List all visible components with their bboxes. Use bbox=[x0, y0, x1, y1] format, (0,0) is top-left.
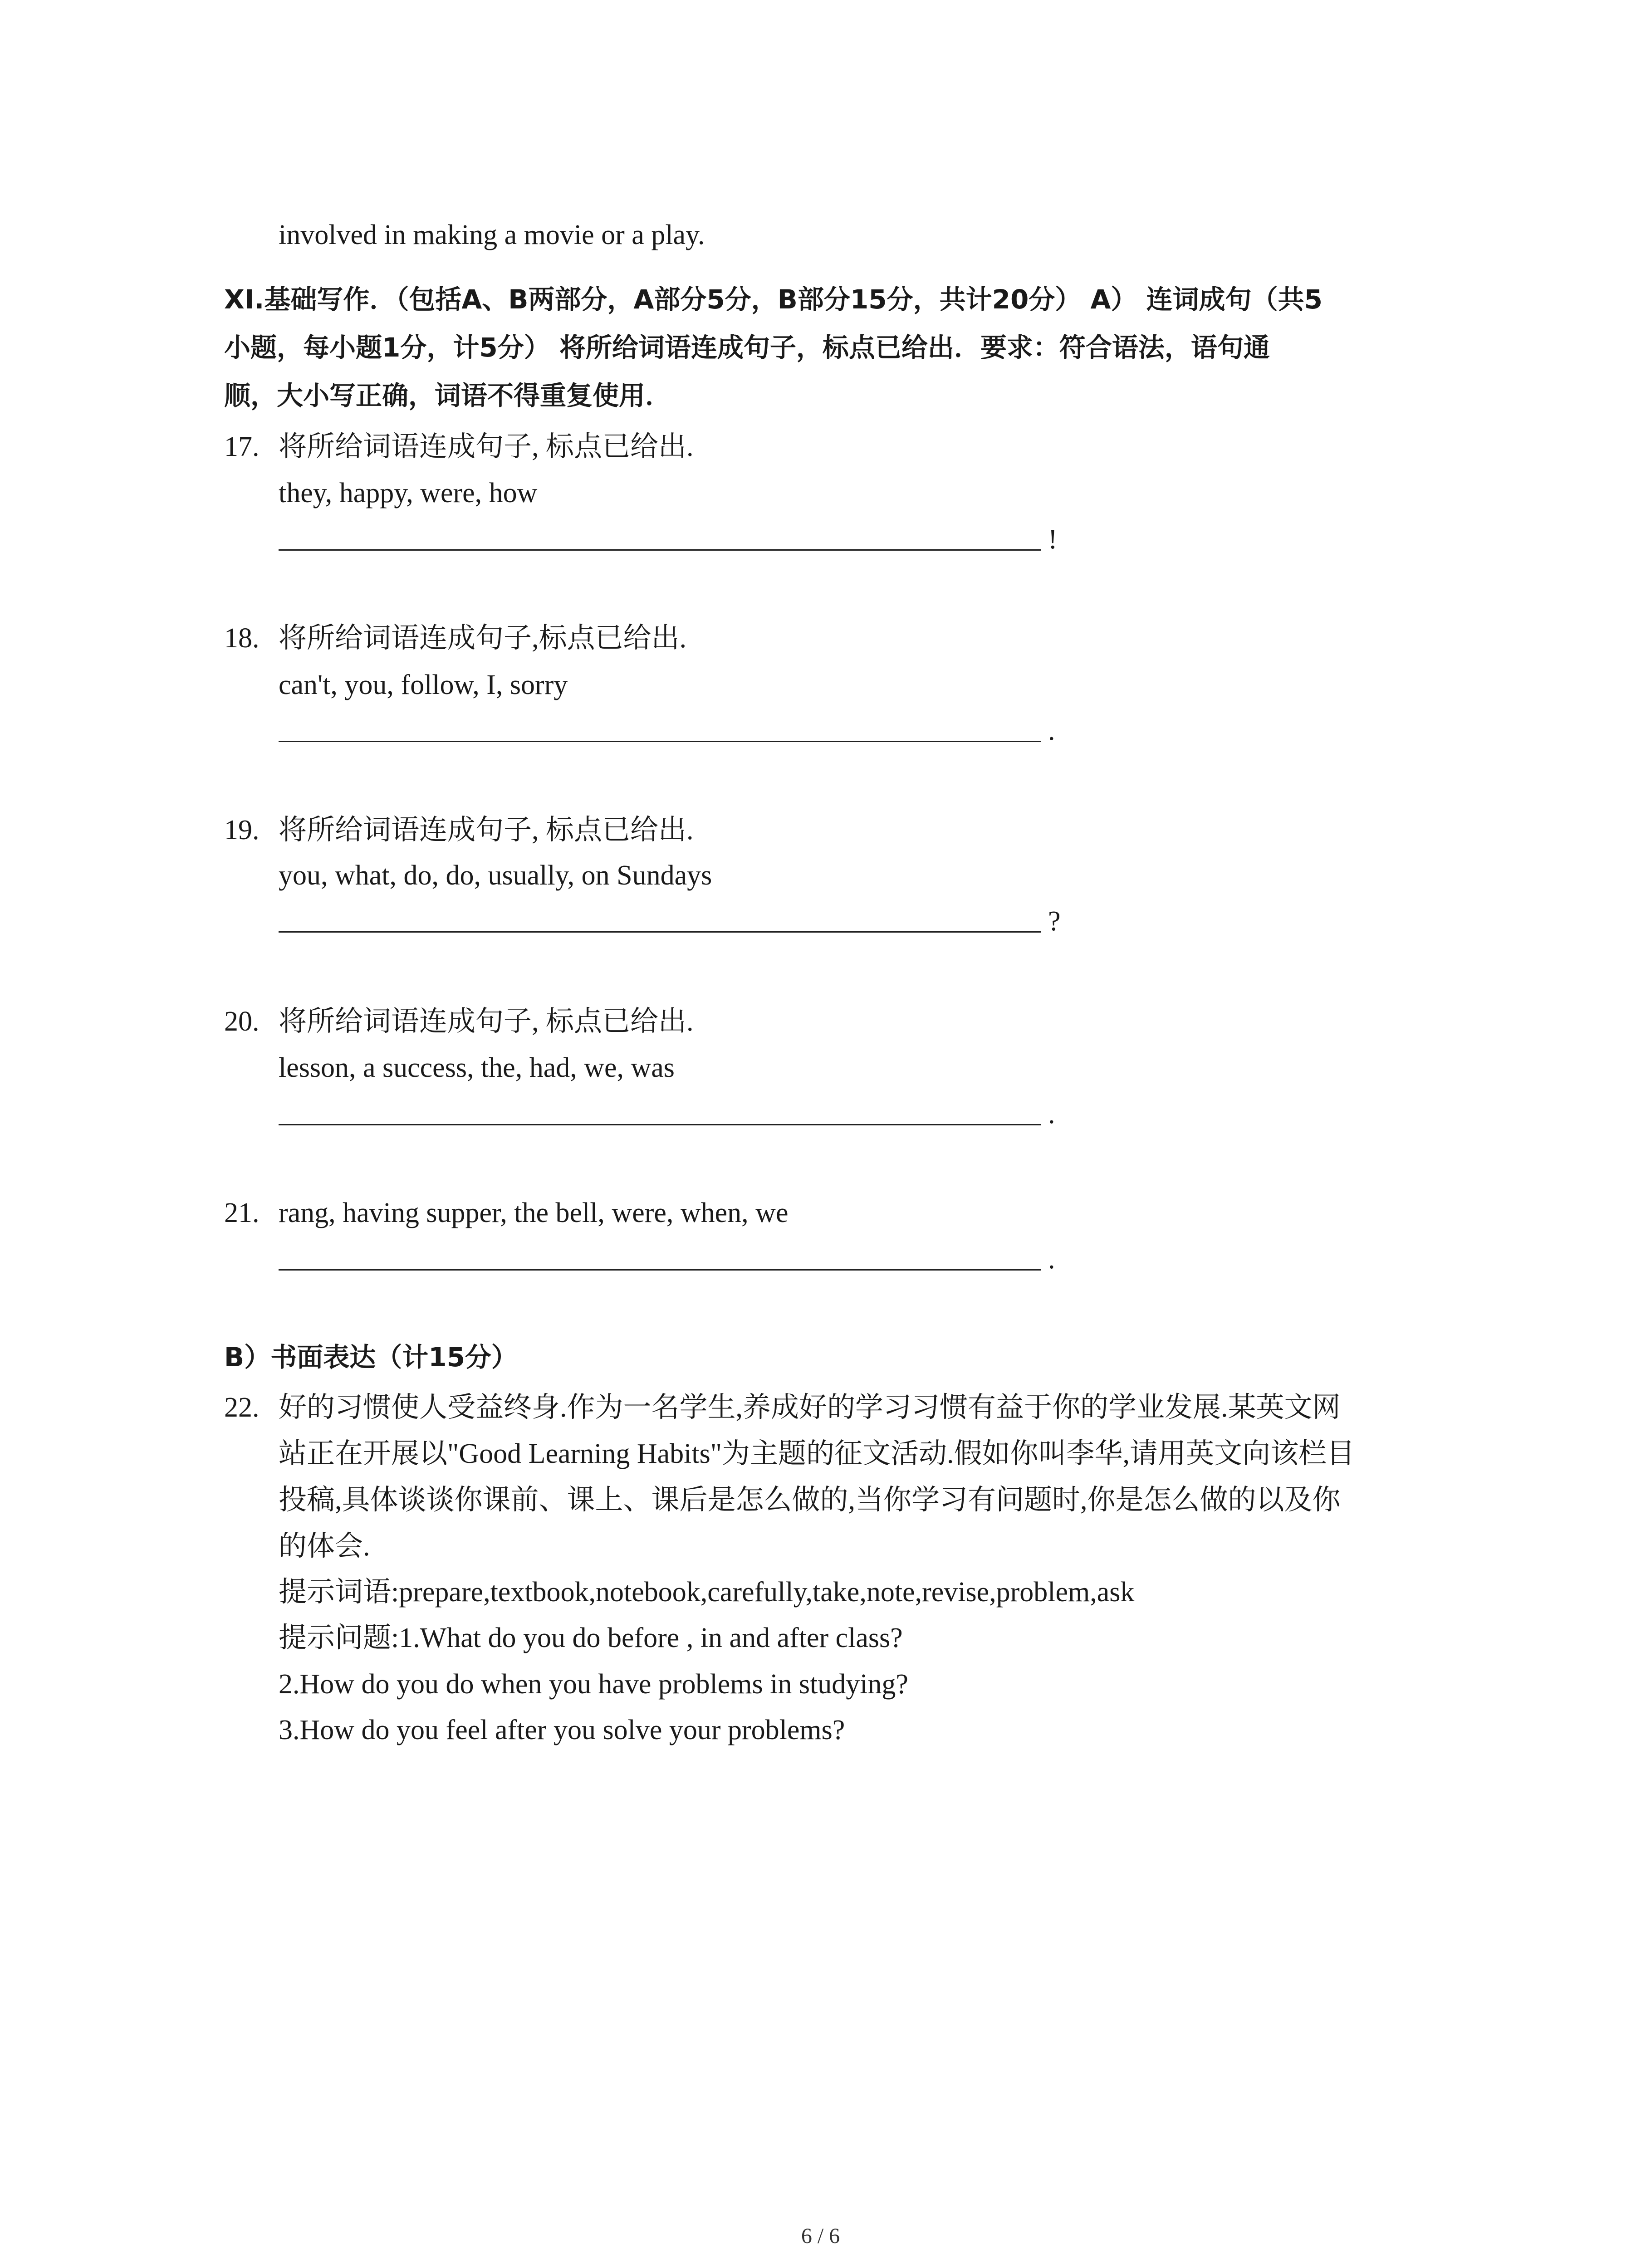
question-21-number: 21. bbox=[224, 1198, 260, 1228]
section-xi-header-line-2: 小题，每小题1分，计5分） 将所给词语连成句子，标点已给出．要求：符合语法，语句通 bbox=[224, 332, 1270, 363]
question-19-punctuation: ? bbox=[1048, 906, 1061, 937]
section-xi-header-line-3: 顺，大小写正确，词语不得重复使用． bbox=[224, 380, 672, 411]
question-19-number: 19. bbox=[224, 815, 260, 846]
question-20-answer-line[interactable] bbox=[279, 1095, 1059, 1132]
answer-underline bbox=[279, 931, 1041, 933]
question-17-answer-line[interactable] bbox=[279, 521, 1059, 557]
question-22-line-1: 好的习惯使人受益终身.作为一名学生,养成好的学习习惯有益于你的学业发展.某英文网 bbox=[279, 1392, 1341, 1423]
question-22-hint-question-2: 2.How do you do when you have problems in studying? bbox=[279, 1669, 908, 1700]
page-number: 6 / 6 bbox=[801, 2224, 840, 2248]
question-17-number: 17. bbox=[224, 431, 260, 462]
question-18-number: 18. bbox=[224, 623, 260, 654]
question-21-answer-line[interactable] bbox=[279, 1241, 1059, 1277]
question-18-answer-line[interactable] bbox=[279, 712, 1059, 748]
question-22-hint-question-3: 3.How do you feel after you solve your problems? bbox=[279, 1715, 845, 1745]
question-22-line-3: 投稿,具体谈谈你课前、课上、课后是怎么做的,当你学习有问题时,你是怎么做的以及你 bbox=[279, 1485, 1341, 1515]
question-18-instruction: 将所给词语连成句子,标点已给出. bbox=[279, 623, 687, 654]
question-20-number: 20. bbox=[224, 1006, 260, 1037]
section-xi-header-line-1: XI.基础写作．（包括A、B两部分，A部分5分，B部分15分，共计20分） A） 连词成句（共5 bbox=[224, 284, 1323, 315]
question-18-punctuation: . bbox=[1048, 715, 1055, 746]
answer-underline bbox=[279, 549, 1041, 551]
question-19-answer-line[interactable] bbox=[279, 903, 1059, 939]
question-22-hint-words: 提示词语:prepare,textbook,notebook,carefully,take,note,revise,problem,ask bbox=[279, 1577, 1135, 1608]
answer-underline bbox=[279, 741, 1041, 742]
question-19-instruction: 将所给词语连成句子, 标点已给出. bbox=[279, 815, 694, 846]
section-b-header: B）书面表达（计15分） bbox=[224, 1342, 518, 1373]
answer-underline bbox=[279, 1269, 1041, 1271]
question-19-words: you, what, do, do, usually, on Sundays bbox=[279, 860, 712, 891]
question-21-words: rang, having supper, the bell, were, when, we bbox=[279, 1198, 789, 1228]
answer-underline bbox=[279, 1124, 1041, 1125]
question-18-words: can't, you, follow, I, sorry bbox=[279, 670, 568, 700]
question-17-punctuation: ! bbox=[1048, 524, 1058, 555]
question-17-words: they, happy, were, how bbox=[279, 478, 538, 508]
question-17-instruction: 将所给词语连成句子, 标点已给出. bbox=[279, 431, 694, 462]
question-20-instruction: 将所给词语连成句子, 标点已给出. bbox=[279, 1006, 694, 1037]
question-20-punctuation: . bbox=[1048, 1099, 1055, 1129]
question-22-line-4: 的体会. bbox=[279, 1531, 370, 1562]
question-22-hint-question-1: 提示问题:1.What do you do before , in and after class? bbox=[279, 1623, 903, 1653]
question-21-punctuation: . bbox=[1048, 1244, 1055, 1275]
question-22-line-2: 站正在开展以"Good Learning Habits"为主题的征文活动.假如你叫李华,请用英文向该栏目 bbox=[279, 1438, 1355, 1469]
question-20-words: lesson, a success, the, had, we, was bbox=[279, 1052, 675, 1083]
continuation-text: involved in making a movie or a play. bbox=[279, 220, 705, 250]
question-22-number: 22. bbox=[224, 1392, 260, 1423]
